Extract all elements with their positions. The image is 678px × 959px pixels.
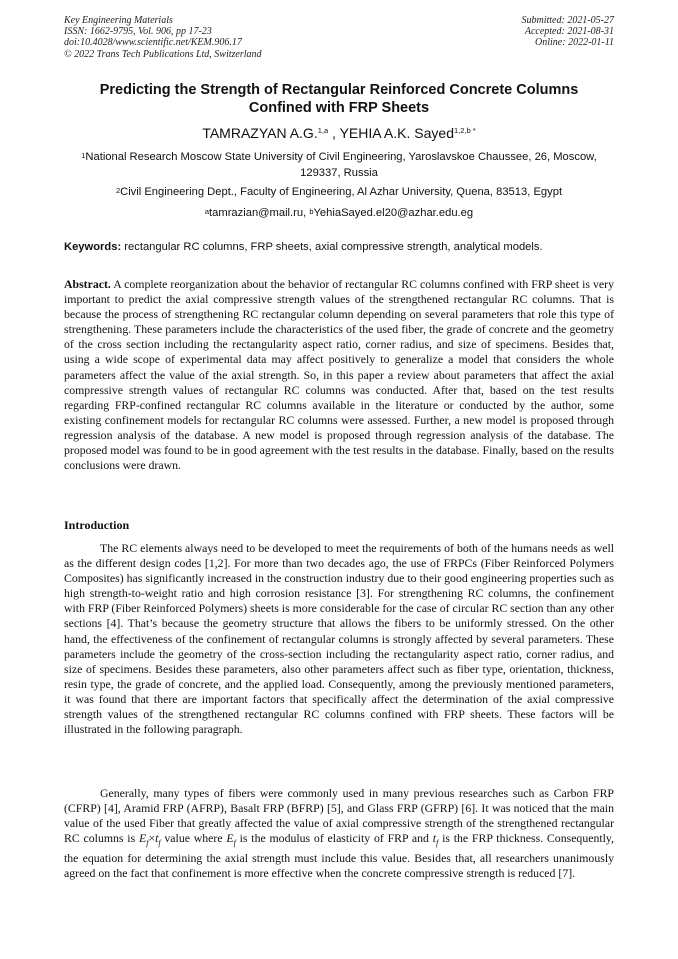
online-date: Online: 2022-01-11 <box>535 37 614 49</box>
email-2[interactable]: YehiaSayed.el20@azhar.edu.eg <box>313 207 474 219</box>
accepted-date: Accepted: 2021-08-31 <box>524 26 614 38</box>
author-2: YEHIA A.K. Sayed <box>339 125 454 141</box>
author-separator: , <box>328 125 340 141</box>
symbol-ef-2: $E_f$ <box>226 831 236 848</box>
title-line-2: Confined with FRP Sheets <box>248 100 430 116</box>
affiliation-2 <box>72 185 606 201</box>
p2-text-d: is the FRP thickness. Consequently, the equation for determining the axial strength must include this value. Besides that, all researchers unanimously agreed on the fact that confinement is more effective when the concrete compressive strength is reduced [7]. <box>64 831 614 880</box>
p2-text-b: value where <box>160 831 227 846</box>
times-sign: × <box>148 831 156 846</box>
journal-name: Key Engineering Materials <box>64 15 173 26</box>
journal-header-left <box>64 15 262 60</box>
author-1-affil-mark: 1,a <box>317 126 329 135</box>
affiliation-1-mark: 1 <box>81 151 86 160</box>
affiliation-2-mark: 2 <box>115 186 121 195</box>
issn-line: ISSN: 1662-9795, Vol. 906, pp 17-23 <box>64 26 212 38</box>
keywords-section <box>64 240 614 254</box>
author-emails <box>72 206 606 222</box>
introduction-paragraph-1: The RC elements always need to be developed to meet the requirements of both of the humans needs as well as the different design codes [1,2]. For more than two decades ago, the use of FRPCs (Fiber Reinforced Polymers Composites) has significantly increased in the construction industry due to their good engineering properties such as high strength-to-weight ratio and high corrosion resistance [3]. For strengthening RC columns, the confinement with FRP (Fiber Reinforced Polymers) sheets is more considerable for the case of circular RC section than any other sections [4]. That’s because the geometry structure that allows the fibers to be uniformly stressed. On the other hand, the effectiveness of the confinement of rectangular columns is strongly affected by several parameters. These parameters include the geometry of the cross-section including the rectangularity aspect ratio, corner radius, and size of specimens. Besides these parameters, also other parameters affect such as fiber type, orientation, thickness, resin type, the grade of concrete, and the applied load. Consequently, among the previously mentioned parameters, it was found that there are important factors that specifically affect the determination of the axial compressive strength values of the strengthened rectangular RC columns confined with FRP sheets. These factors will be illustrated in the following paragraph. <box>64 541 614 737</box>
affiliation-1 <box>72 150 606 181</box>
copyright-line: © 2022 Trans Tech Publications Ltd, Switzerland <box>64 48 262 60</box>
paper-title <box>64 81 614 117</box>
doi-line: doi:10.4028/www.scientific.net/KEM.906.17 <box>64 37 242 49</box>
author-2-affil-mark: 1,2,b * <box>453 126 476 135</box>
affiliation-1-text: National Research Moscow State University of Civil Engineering, Yaroslavskoe Chaussee, 26, Moscow, 129337, Russia <box>85 151 597 179</box>
email-1-mark: a <box>204 207 210 216</box>
p2-text-c: is the modulus of elasticity of FRP and <box>235 831 433 846</box>
author-list <box>64 125 614 141</box>
affiliation-2-text: Civil Engineering Dept., Faculty of Engineering, Al Azhar University, Quena, 83513, Egypt <box>120 186 563 198</box>
abstract-label: Abstract. <box>64 277 111 291</box>
email-2-mark: b <box>309 207 314 216</box>
p2-text-a: Generally, many types of fibers were commonly used in many previous researches such as Carbon FRP (CFRP) [4], Aramid FRP (AFRP), Basalt FRP (BFRP) [5], and Glass FRP (GFRP) [6]. It was noticed that the main value of the used Fiber that greatly affected the value of axial compressive strength of the strengthened rectangular RC columns is <box>64 786 614 846</box>
keywords-label: Keywords: <box>64 241 122 253</box>
abstract-text: A complete reorganization about the behavior of rectangular RC columns confined with FRP sheet is very important to predict the axial compressive strength values of the strengthened rectangular RC columns. That is because the process of strengthening RC rectangular column depending on several parameters that role this type of strengthening. These parameters include the characteristics of the used fiber, the grade of concrete and the geometry of the cross section including the rectangularity aspect ratio, corner radius, and size of specimens. Besides that, using a wide scope of experimental data may affect positively to generalize a model that considers the whole parameters affect the value of the axial strength. So, in this paper a review about parameters that affect the axial compressive strength values of rectangular RC columns was conducted. After that, based on the test results regarding FRP-confined rectangular RC columns available in the literature or conducted by the author, some existing confinement models for rectangular RC columns were assessed. Further, a new model is proposed through regression analysis of the database. A new model is proposed through regression analysis of the database. The proposed model was found to be in good agreement with the test results in the database. Finally, based on the results conclusions were drawn. <box>64 277 614 473</box>
symbol-tf: $t_f$ <box>155 831 161 848</box>
submitted-date: Submitted: 2021-05-27 <box>521 15 614 26</box>
introduction-paragraph-2 <box>64 786 614 881</box>
introduction-heading: Introduction <box>64 518 130 532</box>
journal-header-right <box>522 15 615 49</box>
keywords-text: rectangular RC columns, FRP sheets, axial compressive strength, analytical models. <box>121 241 543 253</box>
symbol-ef: $E_f$ <box>138 831 149 848</box>
title-line-1: Predicting the Strength of Rectangular Reinforced Concrete Columns <box>99 82 579 98</box>
email-1[interactable]: tamrazian@mail.ru, <box>209 207 310 219</box>
author-1: TAMRAZYAN A.G. <box>202 125 318 141</box>
abstract-section <box>64 277 614 473</box>
symbol-tf-2: $t_f$ <box>432 831 439 848</box>
